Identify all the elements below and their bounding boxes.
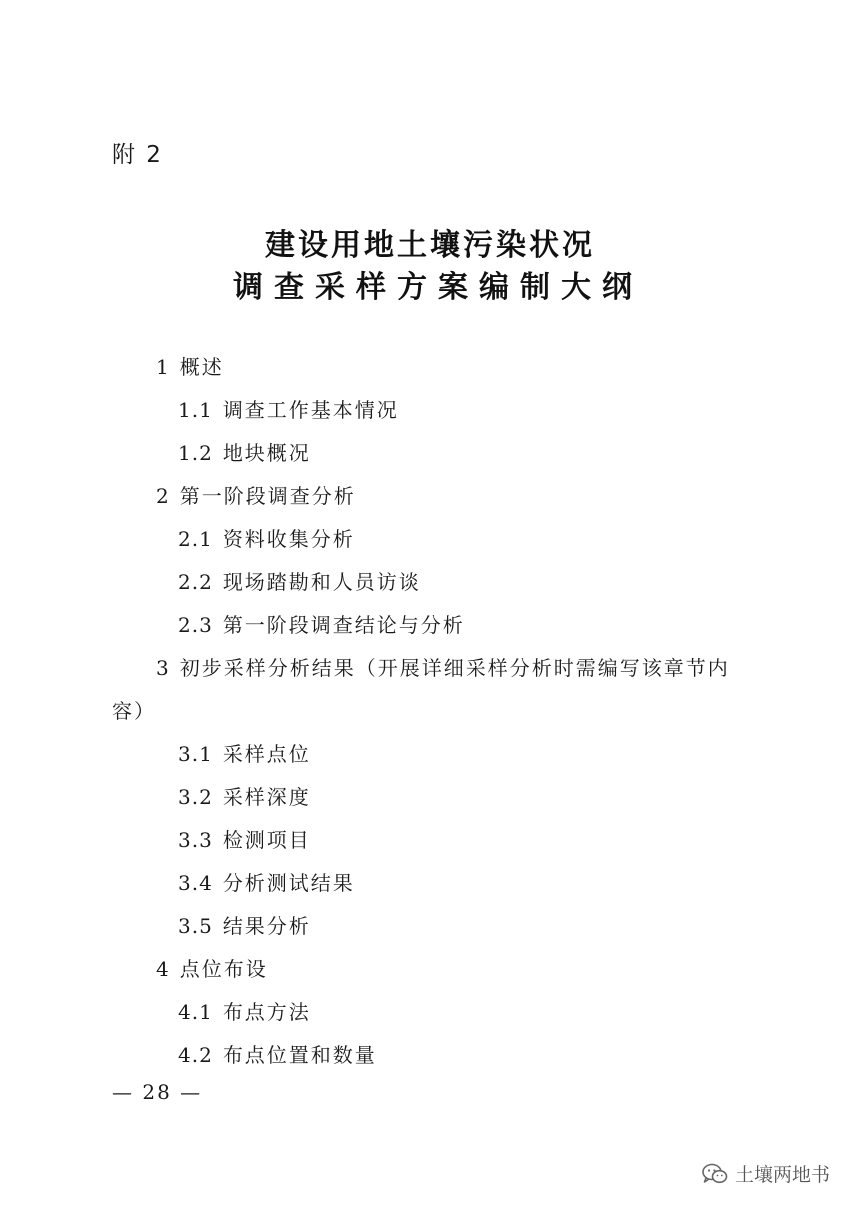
watermark: [701, 1160, 830, 1187]
outline-item-text: 第一阶段调查结论与分析: [222, 613, 465, 637]
outline-item: [156, 655, 730, 681]
outline-item-number: 3: [156, 656, 170, 680]
outline-item-text: 采样点位: [222, 742, 311, 766]
outline-item: [178, 526, 355, 552]
outline-item: [178, 999, 311, 1025]
outline-item: [156, 956, 268, 982]
outline-item-text: 现场踏勘和人员访谈: [222, 570, 421, 594]
outline-item-text: 结果分析: [222, 914, 311, 938]
outline-item: [178, 870, 355, 896]
outline-item: [178, 440, 311, 466]
outline-item-text: 地块概况: [222, 441, 311, 465]
outline-item-number: 2.2: [178, 570, 213, 594]
outline-item-text: 调查工作基本情况: [222, 398, 399, 422]
outline-item-number: 1.1: [178, 398, 213, 422]
outline-item-text: 资料收集分析: [222, 527, 355, 551]
outline-item-number: 2.3: [178, 613, 213, 637]
outline-item-text: 点位布设: [179, 957, 268, 981]
outline-item-number: 4.1: [178, 1000, 213, 1024]
outline-item-text: 检测项目: [222, 828, 311, 852]
outline-item-text: 概述: [179, 355, 224, 379]
outline-item-number: 3.3: [178, 828, 213, 852]
outline-item-number: 3.4: [178, 871, 213, 895]
attachment-label: 附 2: [112, 142, 163, 168]
outline-item-continuation: 容）: [112, 699, 156, 723]
outline-item-number: 3.5: [178, 914, 213, 938]
document-title-line-1: 建设用地土壤污染状况: [265, 228, 595, 263]
outline-item: [178, 741, 311, 767]
outline-item: [156, 483, 356, 509]
outline-item-text: 初步采样分析结果（开展详细采样分析时需编写该章节内: [179, 656, 730, 680]
outline-item-number: 3.2: [178, 785, 213, 809]
outline-item: [178, 1042, 377, 1068]
page-number: — 28 —: [112, 1080, 203, 1104]
outline-item-number: 1: [156, 355, 170, 379]
outline-item: [178, 913, 311, 939]
outline-item-number: 3.1: [178, 742, 213, 766]
outline-item: [156, 354, 224, 380]
outline-item-number: 2: [156, 484, 170, 508]
outline-item: [178, 827, 311, 853]
outline-item-number: 4.2: [178, 1043, 213, 1067]
outline-item: [178, 569, 421, 595]
outline-item-text: 布点方法: [222, 1000, 311, 1024]
outline-item-number: 4: [156, 957, 170, 981]
outline-item: [178, 397, 399, 423]
outline-item: [178, 784, 311, 810]
document-title-line-2: 调查采样方案编制大纲: [233, 270, 643, 305]
outline-item-text: 分析测试结果: [222, 871, 355, 895]
outline-item-number: 2.1: [178, 527, 213, 551]
watermark-text: 土壤两地书: [734, 1164, 830, 1186]
outline-item: [178, 612, 465, 638]
outline-item-number: 1.2: [178, 441, 213, 465]
outline-item-text: 采样深度: [222, 785, 311, 809]
outline-item-text: 布点位置和数量: [222, 1043, 377, 1067]
outline-item-text: 第一阶段调查分析: [179, 484, 356, 508]
wechat-icon: [701, 1162, 729, 1186]
